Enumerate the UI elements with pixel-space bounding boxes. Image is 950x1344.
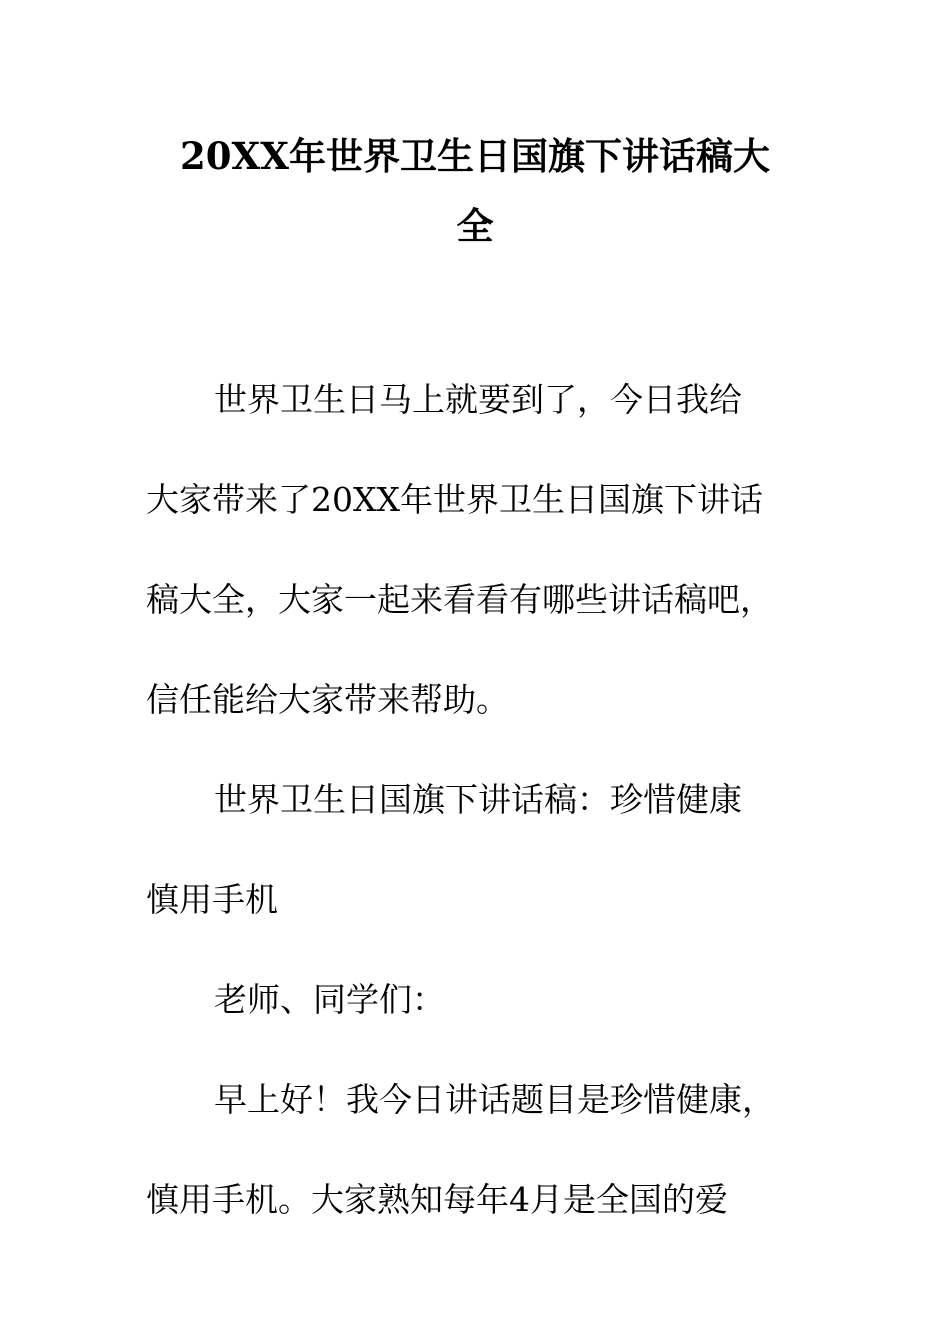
greeting-line: 老师、同学们： — [214, 980, 445, 1019]
paragraph-line-4: 信任能给大家带来帮助。 — [146, 680, 509, 719]
document-title-line-2: 全 — [456, 204, 494, 248]
subheading-line-2: 慎用手机 — [146, 880, 278, 919]
body-line-2: 慎用手机。大家熟知每年4月是全国的爱 — [146, 1180, 728, 1219]
paragraph-line-1: 世界卫生日马上就要到了，今日我给 — [214, 380, 742, 419]
body-line-1: 早上好！我今日讲话题目是珍惜健康， — [214, 1080, 775, 1119]
subheading-line-1: 世界卫生日国旗下讲话稿：珍惜健康 — [214, 780, 742, 819]
document-title-line-1: 20XX年世界卫生日国旗下讲话稿大 — [180, 134, 770, 178]
paragraph-line-2: 大家带来了20XX年世界卫生日国旗下讲话 — [146, 480, 763, 519]
paragraph-line-3: 稿大全，大家一起来看看有哪些讲话稿吧， — [146, 580, 773, 619]
